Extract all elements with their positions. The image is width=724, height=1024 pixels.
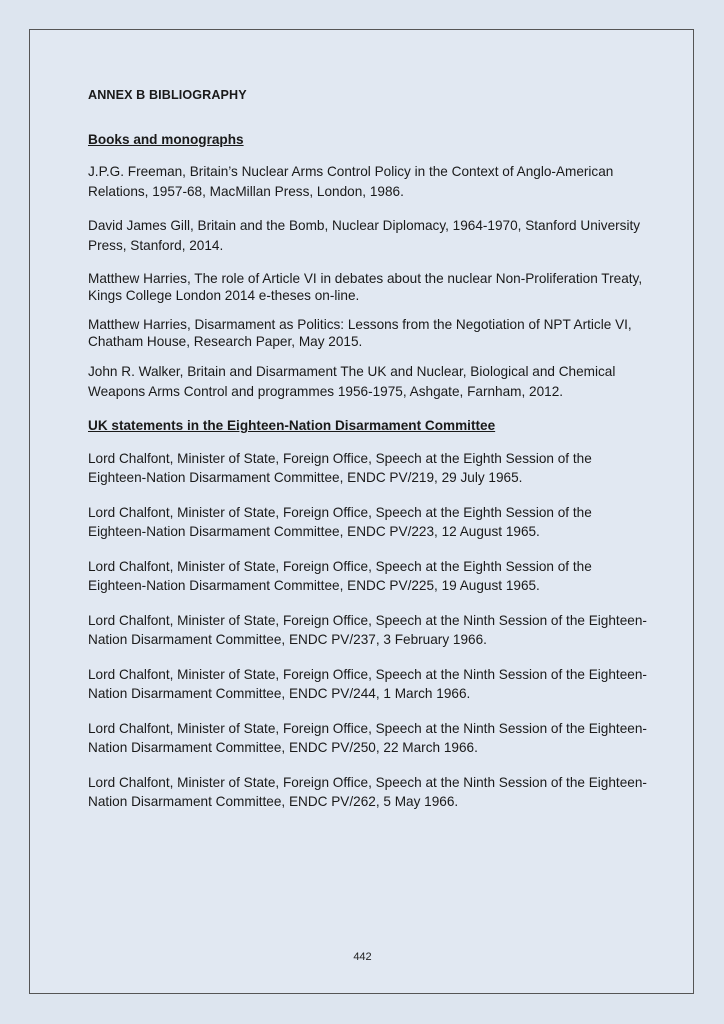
bibliography-entry: J.P.G. Freeman, Britain’s Nuclear Arms Control Policy in the Context of Anglo-American Relations, 1957-68, MacMillan Press, London, 1986. xyxy=(88,164,614,199)
bibliography-entry: Lord Chalfont, Minister of State, Foreign Office, Speech at the Ninth Session of the Eighteen-Nation Disarmament Committee, ENDC PV/262, 5 May 1966. xyxy=(88,774,647,809)
bibliography-entry: Lord Chalfont, Minister of State, Foreign Office, Speech at the Eighth Session of the Eighteen-Nation Disarmament Committee, ENDC PV/219, 29 July 1965. xyxy=(88,450,592,485)
bibliography-entry: John R. Walker, Britain and Disarmament The UK and Nuclear, Biological and Chemical Weapons Arms Control and programmes 1956-1975, Ashgate, Farnham, 2012. xyxy=(88,364,616,399)
bibliography-content xyxy=(88,86,648,827)
document-page xyxy=(29,29,694,994)
page-number: 442 xyxy=(353,951,372,963)
section-heading-books: Books and monographs xyxy=(88,131,244,147)
section-heading-uk-statements: UK statements in the Eighteen-Nation Disarmament Committee xyxy=(88,418,496,433)
annex-title: ANNEX B BIBLIOGRAPHY xyxy=(88,88,247,102)
bibliography-entry: Lord Chalfont, Minister of State, Foreign Office, Speech at the Ninth Session of the Eighteen-Nation Disarmament Committee, ENDC PV/237, 3 February 1966. xyxy=(88,612,647,647)
bibliography-entry: Lord Chalfont, Minister of State, Foreign Office, Speech at the Eighth Session of the Eighteen-Nation Disarmament Committee, ENDC PV/225, 19 August 1965. xyxy=(88,558,592,593)
bibliography-entry: Lord Chalfont, Minister of State, Foreign Office, Speech at the Eighth Session of the Eighteen-Nation Disarmament Committee, ENDC PV/223, 12 August 1965. xyxy=(88,504,592,539)
bibliography-entry: Lord Chalfont, Minister of State, Foreign Office, Speech at the Ninth Session of the Eighteen-Nation Disarmament Committee, ENDC PV/250, 22 March 1966. xyxy=(88,720,647,755)
bibliography-entry: Matthew Harries, Disarmament as Politics: Lessons from the Negotiation of NPT Article VI, Chatham House, Research Paper, May 2015. xyxy=(88,317,632,349)
bibliography-entry: David James Gill, Britain and the Bomb, Nuclear Diplomacy, 1964-1970, Stanford University Press, Stanford, 2014. xyxy=(88,218,641,253)
bibliography-entry: Lord Chalfont, Minister of State, Foreign Office, Speech at the Ninth Session of the Eighteen-Nation Disarmament Committee, ENDC PV/244, 1 March 1966. xyxy=(88,666,647,701)
bibliography-entry: Matthew Harries, The role of Article VI in debates about the nuclear Non-Proliferation Treaty, Kings College London 2014 e-theses on-line. xyxy=(88,271,643,303)
